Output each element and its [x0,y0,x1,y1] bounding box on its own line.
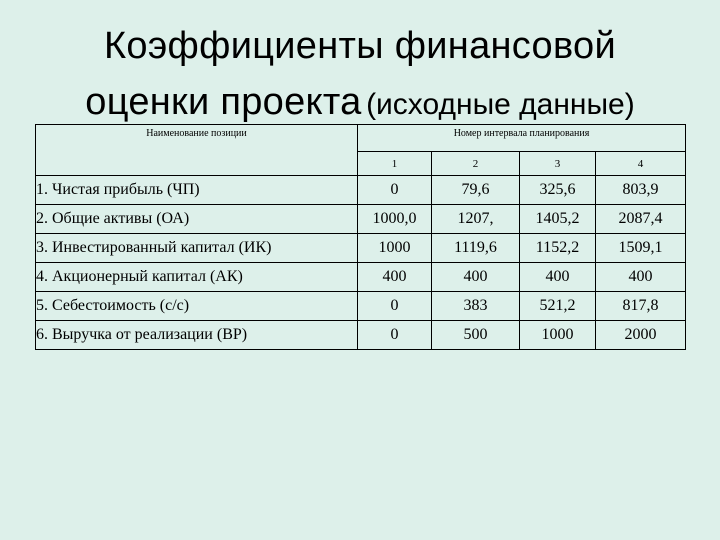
table-cell: 400 [432,263,520,292]
header-position-name: Наименование позиции [36,125,358,176]
table-cell: 1405,2 [520,205,596,234]
table-row [36,234,686,263]
table-cell: 817,8 [596,292,686,321]
table-cell: 0 [358,176,432,205]
row-label: 2. Общие активы (ОА) [36,205,358,234]
table-cell: 803,9 [596,176,686,205]
table-cell: 1509,1 [596,234,686,263]
table-cell: 400 [358,263,432,292]
table-cell: 0 [358,321,432,350]
header-planning-interval: Номер интервала планирования [358,125,686,152]
title-line-2-main: оценки проекта [85,81,362,123]
table-row [36,176,686,205]
title-line-1 [0,22,720,78]
table-cell: 400 [520,263,596,292]
table-cell: 2000 [596,321,686,350]
table-body [36,176,686,350]
table-header-row-1 [36,125,686,152]
header-period-2: 2 [432,152,520,176]
table-row [36,263,686,292]
table-header [36,125,686,176]
table-cell: 1152,2 [520,234,596,263]
title-line-1-text: Коэффициенты финансовой [104,25,616,67]
source-data-table [35,124,686,350]
row-label: 1. Чистая прибыль (ЧП) [36,176,358,205]
table-cell: 500 [432,321,520,350]
table-row [36,292,686,321]
table-row [36,321,686,350]
title-line-2-subtitle: (исходные данные) [366,88,635,121]
table-cell: 79,6 [432,176,520,205]
table-cell: 1119,6 [432,234,520,263]
table-cell: 325,6 [520,176,596,205]
table-row [36,205,686,234]
table-cell: 521,2 [520,292,596,321]
row-label: 3. Инвестированный капитал (ИК) [36,234,358,263]
row-label: 4. Акционерный капитал (АК) [36,263,358,292]
row-label: 5. Себестоимость (с/с) [36,292,358,321]
table-cell: 1000 [358,234,432,263]
table-cell: 1000,0 [358,205,432,234]
row-label: 6. Выручка от реализации (ВР) [36,321,358,350]
table-cell: 0 [358,292,432,321]
header-period-4: 4 [596,152,686,176]
table-cell: 1000 [520,321,596,350]
header-period-1: 1 [358,152,432,176]
table-cell: 383 [432,292,520,321]
header-period-3: 3 [520,152,596,176]
slide-title [0,22,720,134]
table-cell: 2087,4 [596,205,686,234]
table-cell: 1207, [432,205,520,234]
table-cell: 400 [596,263,686,292]
